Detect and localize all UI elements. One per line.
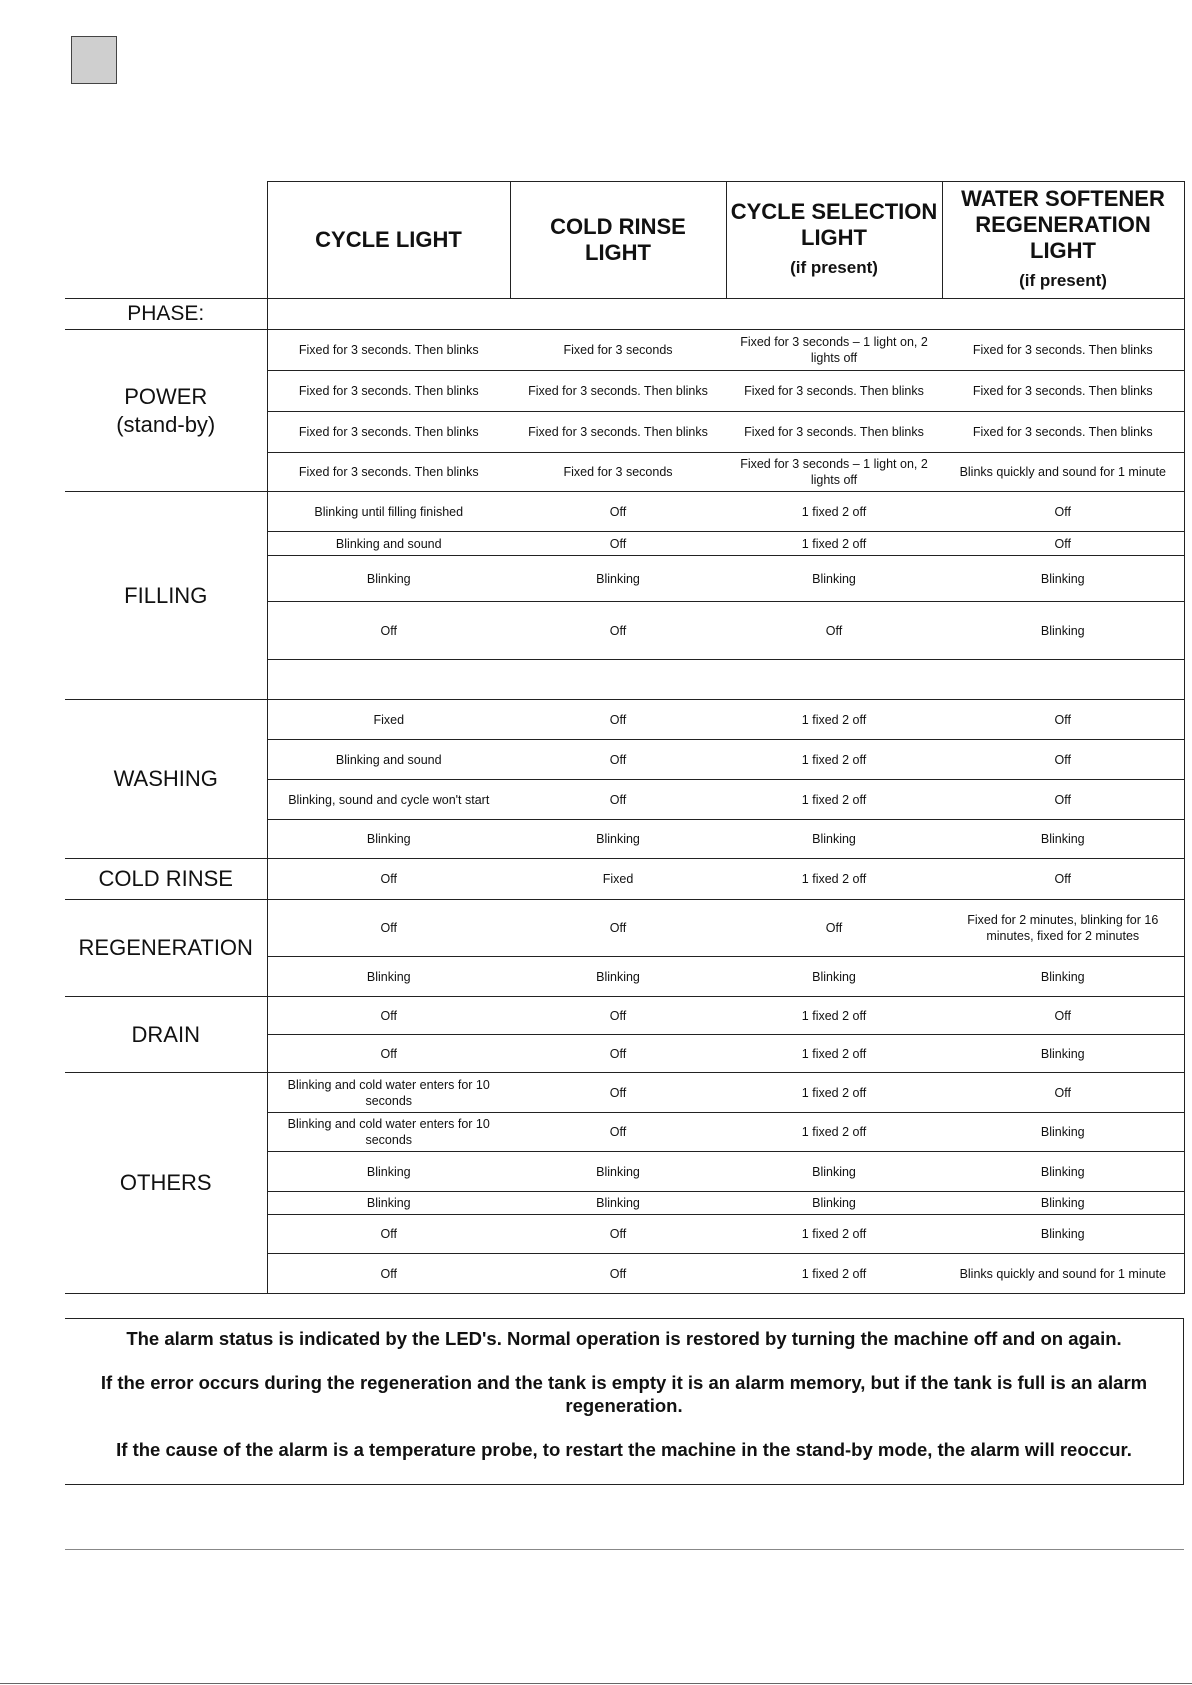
status-cell: Fixed for 3 seconds. Then blinks	[942, 330, 1184, 371]
phase-sublabel: (stand-by)	[116, 411, 216, 437]
status-cell: 1 fixed 2 off	[726, 1073, 942, 1113]
status-cell: Off	[510, 1113, 726, 1152]
status-cell: Fixed for 3 seconds. Then blinks	[267, 412, 510, 453]
status-cell: Off	[942, 492, 1184, 532]
phase-label	[65, 1073, 267, 1294]
note-2: If the error occurs during the regeneration and the tank is empty it is an alarm memory, but if the tank is full is an alarm regeneration.	[100, 1372, 1148, 1416]
phase-label	[65, 859, 267, 900]
status-cell: Off	[267, 859, 510, 900]
status-cell: 1 fixed 2 off	[726, 1035, 942, 1073]
status-cell: Off	[510, 700, 726, 740]
status-cell: Blinking	[942, 1215, 1184, 1254]
header-cycle-selection-light: CYCLE SELECTION LIGHT (if present)	[726, 182, 942, 299]
status-cell: Off	[267, 900, 510, 957]
status-cell: Blinking	[726, 556, 942, 602]
status-cell: Fixed	[267, 700, 510, 740]
phase-label	[65, 900, 267, 997]
status-cell: Blinking and sound	[267, 532, 510, 556]
header-cycle-light: CYCLE LIGHT	[267, 182, 510, 299]
status-cell: Off	[267, 602, 510, 660]
table-row	[65, 700, 1184, 740]
status-cell: Off	[510, 602, 726, 660]
status-cell: Off	[510, 532, 726, 556]
status-cell: Fixed for 3 seconds	[510, 453, 726, 492]
status-cell: Off	[510, 1254, 726, 1294]
table-row	[65, 900, 1184, 957]
status-cell: 1 fixed 2 off	[726, 1215, 942, 1254]
page-corner-marker	[71, 36, 117, 84]
status-cell: Fixed for 3 seconds. Then blinks	[267, 330, 510, 371]
status-cell: Blinking and cold water enters for 10 seconds	[267, 1073, 510, 1113]
bottom-rule	[65, 1549, 1184, 1550]
status-cell: Fixed for 3 seconds. Then blinks	[510, 412, 726, 453]
phase-name: DRAIN	[131, 1021, 200, 1047]
status-cell: Off	[510, 1035, 726, 1073]
phase-label	[65, 492, 267, 700]
status-cell: Blinking	[942, 556, 1184, 602]
status-cell: Blinking	[726, 820, 942, 859]
status-cell: 1 fixed 2 off	[726, 492, 942, 532]
status-cell: Off	[267, 1035, 510, 1073]
status-cell: Blinking	[267, 1192, 510, 1215]
status-cell: Blinking	[942, 1192, 1184, 1215]
status-cell: Fixed for 3 seconds – 1 light on, 2 lights off	[726, 453, 942, 492]
status-cell: Fixed for 3 seconds. Then blinks	[726, 371, 942, 412]
page-footer-line	[0, 1683, 1192, 1684]
phase-label	[65, 330, 267, 492]
status-cell: Off	[510, 900, 726, 957]
status-cell: Fixed for 3 seconds. Then blinks	[726, 412, 942, 453]
status-cell: Blinking	[726, 957, 942, 997]
status-cell: 1 fixed 2 off	[726, 859, 942, 900]
status-cell: Blinking	[942, 1035, 1184, 1073]
table-row	[65, 492, 1184, 532]
status-cell: Blinking	[510, 556, 726, 602]
status-cell: Blinks quickly and sound for 1 minute	[942, 453, 1184, 492]
status-cell: 1 fixed 2 off	[726, 740, 942, 780]
table-body	[65, 330, 1184, 1294]
status-cell: Blinking	[510, 820, 726, 859]
table-row	[65, 997, 1184, 1035]
status-cell: Blinking	[726, 1192, 942, 1215]
phase-header-label: PHASE:	[65, 299, 267, 330]
table-row	[65, 859, 1184, 900]
status-cell: Blinking and cold water enters for 10 seconds	[267, 1113, 510, 1152]
status-cell: Off	[942, 700, 1184, 740]
status-cell: Fixed for 3 seconds. Then blinks	[267, 453, 510, 492]
status-cell: Off	[510, 1073, 726, 1113]
table-row	[65, 330, 1184, 371]
status-cell: Off	[267, 1215, 510, 1254]
status-cell: Off	[510, 492, 726, 532]
status-cell: Blinking, sound and cycle won't start	[267, 780, 510, 820]
status-cell: Blinking	[942, 1113, 1184, 1152]
status-cell	[726, 660, 942, 700]
status-cell	[267, 660, 510, 700]
status-cell: 1 fixed 2 off	[726, 1113, 942, 1152]
status-cell: Blinking	[942, 957, 1184, 997]
status-cell: Fixed	[510, 859, 726, 900]
header-corner	[65, 182, 267, 299]
status-cell: 1 fixed 2 off	[726, 532, 942, 556]
phase-name: WASHING	[113, 766, 218, 791]
status-cell: Off	[942, 859, 1184, 900]
status-cell: Off	[726, 900, 942, 957]
status-cell: Off	[510, 780, 726, 820]
phase-label	[65, 700, 267, 859]
phase-name: POWER	[124, 383, 208, 409]
phase-name: FILLING	[124, 582, 208, 608]
status-cell: Off	[267, 997, 510, 1035]
status-cell	[942, 660, 1184, 700]
status-cell: 1 fixed 2 off	[726, 780, 942, 820]
status-cell: Fixed for 2 minutes, blinking for 16 minutes, fixed for 2 minutes	[942, 900, 1184, 957]
status-cell: Blinking	[267, 957, 510, 997]
note-1: The alarm status is indicated by the LED's. Normal operation is restored by turning the machine off and on again.	[126, 1328, 1122, 1349]
status-cell: 1 fixed 2 off	[726, 1254, 942, 1294]
note-3: If the cause of the alarm is a temperature probe, to restart the machine in the stand-by mode, the alarm will reoccur.	[116, 1439, 1132, 1460]
status-cell: Blinking and sound	[267, 740, 510, 780]
status-cell: 1 fixed 2 off	[726, 700, 942, 740]
status-cell: Fixed for 3 seconds	[510, 330, 726, 371]
led-status-table	[65, 181, 1185, 1294]
status-cell: Blinking	[942, 820, 1184, 859]
status-cell: Fixed for 3 seconds. Then blinks	[942, 371, 1184, 412]
phase-label	[65, 997, 267, 1073]
status-cell: Off	[267, 1254, 510, 1294]
status-cell: Fixed for 3 seconds – 1 light on, 2 lights off	[726, 330, 942, 371]
header-water-softener-light: WATER SOFTENER REGENERATION LIGHT (if present)	[942, 182, 1184, 299]
status-cell: Off	[510, 997, 726, 1035]
header-cold-rinse-light: COLD RINSE LIGHT	[510, 182, 726, 299]
phase-name: COLD RINSE	[98, 866, 233, 891]
phase-header-row	[65, 299, 1184, 330]
status-cell: Blinking until filling finished	[267, 492, 510, 532]
status-cell: Off	[942, 532, 1184, 556]
status-cell	[510, 660, 726, 700]
status-cell: Off	[726, 602, 942, 660]
status-cell: Off	[510, 740, 726, 780]
status-cell: Fixed for 3 seconds. Then blinks	[510, 371, 726, 412]
table-row	[65, 1073, 1184, 1113]
alarm-notes	[65, 1318, 1184, 1485]
phase-name: OTHERS	[119, 1170, 212, 1195]
status-cell: Blinking	[267, 1152, 510, 1192]
status-cell: Blinking	[942, 602, 1184, 660]
status-cell: Blinking	[510, 1152, 726, 1192]
status-cell: Fixed for 3 seconds. Then blinks	[942, 412, 1184, 453]
status-cell: 1 fixed 2 off	[726, 997, 942, 1035]
column-header-row	[65, 182, 1184, 299]
status-cell: Off	[942, 740, 1184, 780]
status-cell: Blinking	[726, 1152, 942, 1192]
phase-name: REGENERATION	[78, 935, 253, 960]
status-cell: Blinking	[510, 957, 726, 997]
status-cell: Blinking	[267, 556, 510, 602]
status-cell: Fixed for 3 seconds. Then blinks	[267, 371, 510, 412]
status-cell: Blinking	[267, 820, 510, 859]
status-cell: Blinking	[510, 1192, 726, 1215]
status-cell: Off	[942, 780, 1184, 820]
status-cell: Off	[942, 997, 1184, 1035]
status-cell: Blinking	[942, 1152, 1184, 1192]
status-cell: Off	[510, 1215, 726, 1254]
status-cell: Off	[942, 1073, 1184, 1113]
status-cell: Blinks quickly and sound for 1 minute	[942, 1254, 1184, 1294]
phase-header-blank	[267, 299, 1184, 330]
